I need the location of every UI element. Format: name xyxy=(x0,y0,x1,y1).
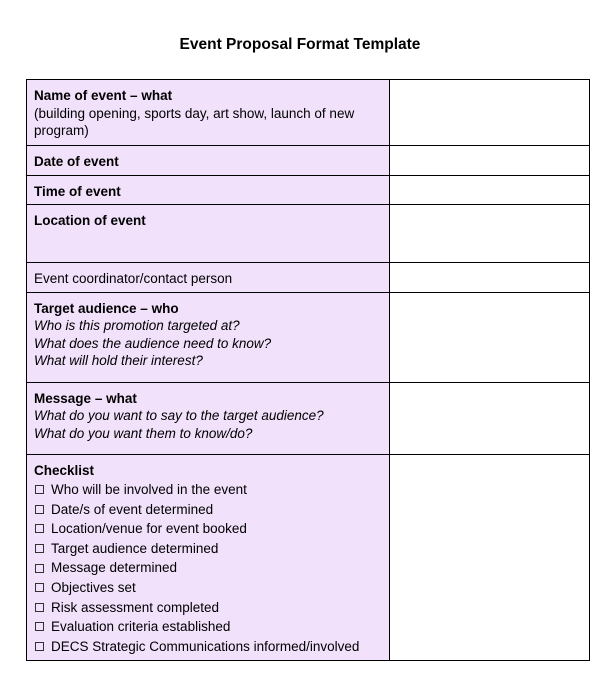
row-checklist xyxy=(27,454,590,661)
field-date-of-event[interactable] xyxy=(390,146,590,176)
row-time-of-event xyxy=(27,175,590,205)
checklist-item xyxy=(34,519,383,539)
audience-question: What will hold their interest? xyxy=(34,353,203,368)
row-name-of-event xyxy=(27,80,590,146)
audience-question: Who is this promotion targeted at? xyxy=(34,318,240,333)
checklist-item-label: DECS Strategic Communications informed/involved xyxy=(51,638,360,654)
checklist-item-label: Objectives set xyxy=(51,579,136,595)
checklist-item-label: Date/s of event determined xyxy=(51,501,214,517)
description-name-of-event: (building opening, sports day, art show, launch of new program) xyxy=(34,105,355,138)
heading-date-of-event: Date of event xyxy=(34,154,119,169)
field-checklist[interactable] xyxy=(390,454,590,661)
heading-separator: – xyxy=(94,390,103,406)
message-question: What do you want them to know/do? xyxy=(34,425,253,441)
checklist-item xyxy=(34,637,383,657)
heading-separator: – xyxy=(140,300,148,316)
label-name-of-event xyxy=(27,80,390,146)
checklist-item xyxy=(34,480,383,500)
heading-suffix: what xyxy=(106,390,137,406)
checkbox-icon[interactable] xyxy=(35,544,44,553)
heading-separator: – xyxy=(130,88,138,103)
heading-suffix: what xyxy=(141,88,173,103)
field-event-coordinator[interactable] xyxy=(390,263,590,293)
checklist-item xyxy=(34,578,383,598)
audience-question: What does the audience need to know? xyxy=(34,335,272,351)
heading-event-coordinator: Event coordinator/contact person xyxy=(34,271,233,286)
label-checklist xyxy=(27,454,390,661)
heading-message: Message xyxy=(34,390,92,406)
heading-time-of-event: Time of event xyxy=(34,183,121,199)
checklist-item-label: Message determined xyxy=(51,560,178,576)
proposal-form-table xyxy=(26,79,590,661)
checkbox-icon[interactable] xyxy=(35,642,44,651)
checklist-item xyxy=(34,500,383,520)
checklist-item xyxy=(34,598,383,618)
label-date-of-event xyxy=(27,146,390,176)
row-event-coordinator xyxy=(27,263,590,293)
checklist-item-label: Who will be involved in the event xyxy=(51,482,247,497)
checkbox-icon[interactable] xyxy=(35,524,44,533)
heading-target-audience: Target audience xyxy=(34,300,137,316)
label-location-of-event xyxy=(27,205,390,263)
checkbox-icon[interactable] xyxy=(35,622,44,631)
row-target-audience xyxy=(27,292,590,382)
heading-suffix: who xyxy=(151,300,179,316)
checkbox-icon[interactable] xyxy=(35,603,44,612)
checkbox-icon[interactable] xyxy=(35,583,44,592)
page-title: Event Proposal Format Template xyxy=(179,36,421,53)
message-question: What do you want to say to the target audience? xyxy=(34,408,324,423)
checklist-item xyxy=(34,617,383,637)
field-location-of-event[interactable] xyxy=(390,205,590,263)
field-message[interactable] xyxy=(390,382,590,454)
field-name-of-event[interactable] xyxy=(390,80,590,146)
heading-location-of-event: Location of event xyxy=(34,213,146,228)
label-message xyxy=(27,382,390,454)
checkbox-icon[interactable] xyxy=(35,485,44,494)
row-message xyxy=(27,382,590,454)
heading-name-of-event: Name of event xyxy=(34,88,127,103)
checklist-item xyxy=(34,539,383,559)
label-target-audience xyxy=(27,292,390,382)
checklist-item-label: Location/venue for event booked xyxy=(51,521,247,537)
checklist-item xyxy=(34,558,383,578)
row-date-of-event xyxy=(27,146,590,176)
label-time-of-event xyxy=(27,175,390,205)
field-target-audience[interactable] xyxy=(390,292,590,382)
checklist-item-label: Target audience determined xyxy=(51,540,219,556)
row-location-of-event xyxy=(27,205,590,263)
checklist-item-label: Risk assessment completed xyxy=(51,599,220,615)
field-time-of-event[interactable] xyxy=(390,175,590,205)
label-event-coordinator xyxy=(27,263,390,293)
checklist-item-label: Evaluation criteria established xyxy=(51,619,231,635)
checkbox-icon[interactable] xyxy=(35,564,44,573)
heading-checklist: Checklist xyxy=(34,462,95,478)
checkbox-icon[interactable] xyxy=(35,505,44,514)
